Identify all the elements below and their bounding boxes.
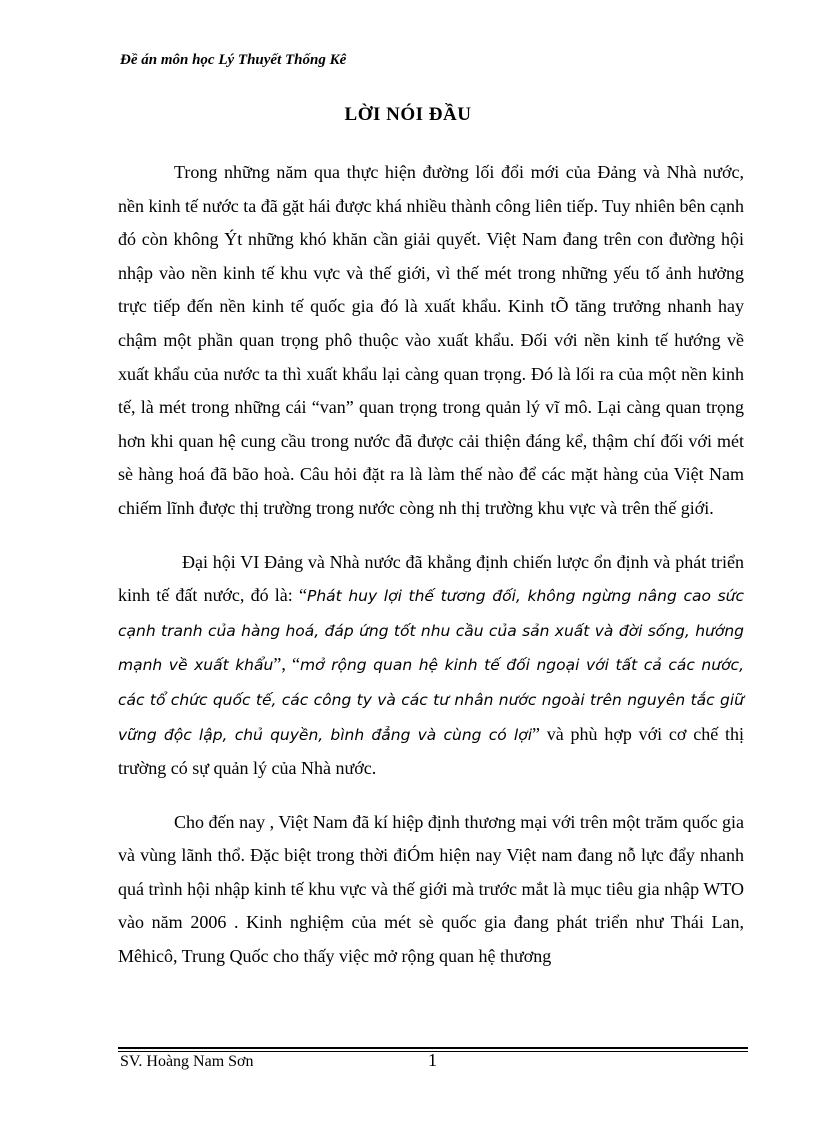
- paragraph-3: Cho đến nay , Việt Nam đã kí hiệp định thương mại với trên một trăm quốc gia và vùng lãnh thổ. Đặc biệt trong thời điÓm hiện nay Việt nam đang nỗ lực đẩy nhanh quá trình hội nhập kinh tế khu vực và thế giới mà trước mắt là mục tiêu gia nhập WTO vào năm 2006 . Kinh nghiệm của mét sè quốc gia đang phát triển như Thái Lan, Mêhicô, Trung Quốc cho thấy việc mở rộng quan hệ thương: [118, 811, 744, 967]
- quote-2: mở rộng quan hệ kinh tế đối ngoại với tất cả các nước, các tổ chức quốc tế, các công ty và các tư nhân nước ngoài trên nguyên tắc giữ vững độc lập, chủ quyền, bình đẳng và cùng có lợi: [118, 656, 744, 744]
- paragraph-2-text-c: ” và phù hợp với cơ chế thị trường có sự quản lý của Nhà nước.: [118, 723, 744, 779]
- footer-divider: [118, 1047, 748, 1049]
- paragraph-2-text-b: ”, “: [273, 654, 300, 675]
- page-number: 1: [428, 1050, 437, 1070]
- paragraph-2: [118, 546, 744, 786]
- document-body: [118, 156, 744, 974]
- page-header: Đề án môn học Lý Thuyết Thống Kê: [120, 52, 347, 68]
- page-title: LỜI NÓI ĐẦU: [344, 104, 472, 125]
- paragraph-2-text-a: Đại hội VI Đảng và Nhà nước đã khẳng định chiến lược ổn định và phát triển kinh tế đất nước, đó là: “: [118, 551, 744, 606]
- footer-author: SV. Hoàng Nam Sơn: [120, 1053, 254, 1070]
- quote-1: Phát huy lợi thế tương đối, không ngừng nâng cao sức cạnh tranh của hàng hoá, đáp ứng tốt nhu cầu của sản xuất và đời sống, hướng mạnh về xuất khẩu: [118, 587, 744, 675]
- paragraph-1: Trong những năm qua thực hiện đường lối đổi mới của Đảng và Nhà nước, nền kinh tế nước ta đã gặt hái được khá nhiều thành công liên tiếp. Tuy nhiên bên cạnh đó còn không Ýt những khó khăn cần giải quyết. Việt Nam đang trên con đường hội nhập vào nền kinh tế khu vực và thế giới, vì thế mét trong những yếu tố ảnh hưởng trực tiếp đến nền kinh tế quốc gia đó là xuất khẩu. Kinh tÕ tăng trưởng nhanh hay chậm một phần quan trọng phô thuộc vào xuất khẩu. Đối với nền kinh tế hướng về xuất khẩu của nước ta thì xuất khẩu lại càng quan trọng. Đó là lối ra của một nền kinh tế, là mét trong những cái “van” quan trọng trong quản lý vĩ mô. Lại càng quan trọng hơn khi quan hệ cung cầu trong nước đã được cải thiện đáng kể, thậm chí đối với mét sè hàng hoá đã bão hoà. Câu hỏi đặt ra là làm thế nào để các mặt hàng của Việt Nam chiếm lĩnh được thị trường trong nước còng nh thị trường khu vực và trên thế giới.: [118, 162, 744, 518]
